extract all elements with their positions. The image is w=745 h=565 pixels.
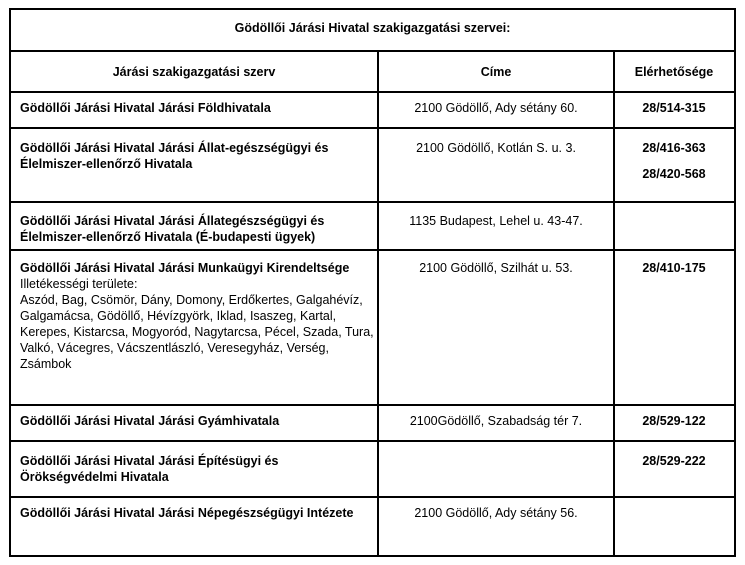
row-phone: 28/410-175	[642, 261, 706, 275]
row-sub-text: Aszód, Bag, Csömör, Dány, Domony, Erdőkertes, Galgahévíz, Galgamácsa, Gödöllő, Hévízgyörk, Iklad, Isaszeg, Kartal, Kerepes, Kistarcsa, Mogyoród, Nagytarcsa, Pécel, Szada, Tura, Valkó, Vácegres, Vácszentlászló, Veresegyház, Verség, Zsámbok	[20, 293, 374, 371]
row-name: Gödöllői Járási Hivatal Járási Munkaügyi Kirendeltsége	[20, 261, 350, 275]
row-divider	[11, 91, 734, 93]
row-phone-secondary: 28/420-568	[642, 167, 706, 181]
header-contact: Elérhetősége	[634, 65, 714, 79]
row-name: Gödöllői Járási Hivatal Járási Népegészségügyi Intézete	[20, 506, 354, 520]
table-title: Gödöllői Járási Hivatal szakigazgatási szervei:	[234, 21, 511, 35]
row-sub-label: Illetékességi területe:	[20, 277, 138, 291]
row-divider	[11, 496, 734, 498]
header-address: Címe	[480, 65, 512, 79]
row-name: Gödöllői Járási Hivatal Járási Földhivatala	[20, 101, 271, 115]
row-divider	[11, 50, 734, 52]
row-name-block	[20, 260, 375, 372]
office-table	[9, 8, 736, 557]
row-name: Gödöllői Járási Hivatal Járási Állat-egészségügyi és Élelmiszer-ellenőrző Hivatala	[20, 141, 329, 171]
row-phone: 28/514-315	[642, 101, 706, 115]
row-address: 2100 Gödöllő, Kotlán S. u. 3.	[416, 141, 576, 155]
row-name: Gödöllői Járási Hivatal Járási Gyámhivatala	[20, 414, 280, 428]
row-divider	[11, 201, 734, 203]
column-divider	[613, 51, 615, 555]
row-name: Gödöllői Járási Hivatal Járási Állategészségügyi és Élelmiszer-ellenőrző Hivatala (É-budapesti ügyek)	[20, 214, 325, 244]
row-phone: 28/529-122	[642, 414, 706, 428]
row-divider	[11, 249, 734, 251]
header-name: Járási szakigazgatási szerv	[112, 65, 276, 79]
row-address: 1135 Budapest, Lehel u. 43-47.	[409, 214, 583, 228]
row-divider	[11, 440, 734, 442]
row-address: 2100 Gödöllő, Ady sétány 56.	[414, 506, 578, 520]
row-address: 2100 Gödöllő, Szilhát u. 53.	[419, 261, 573, 275]
row-address: 2100Gödöllő, Szabadság tér 7.	[409, 414, 583, 428]
row-divider	[11, 404, 734, 406]
row-divider	[11, 127, 734, 129]
column-divider	[377, 51, 379, 555]
row-phone: 28/529-222	[642, 454, 706, 468]
row-phone: 28/416-363	[642, 141, 706, 155]
row-address: 2100 Gödöllő, Ady sétány 60.	[414, 101, 578, 115]
row-name: Gödöllői Járási Hivatal Járási Építésügyi és Örökségvédelmi Hivatala	[20, 454, 279, 484]
